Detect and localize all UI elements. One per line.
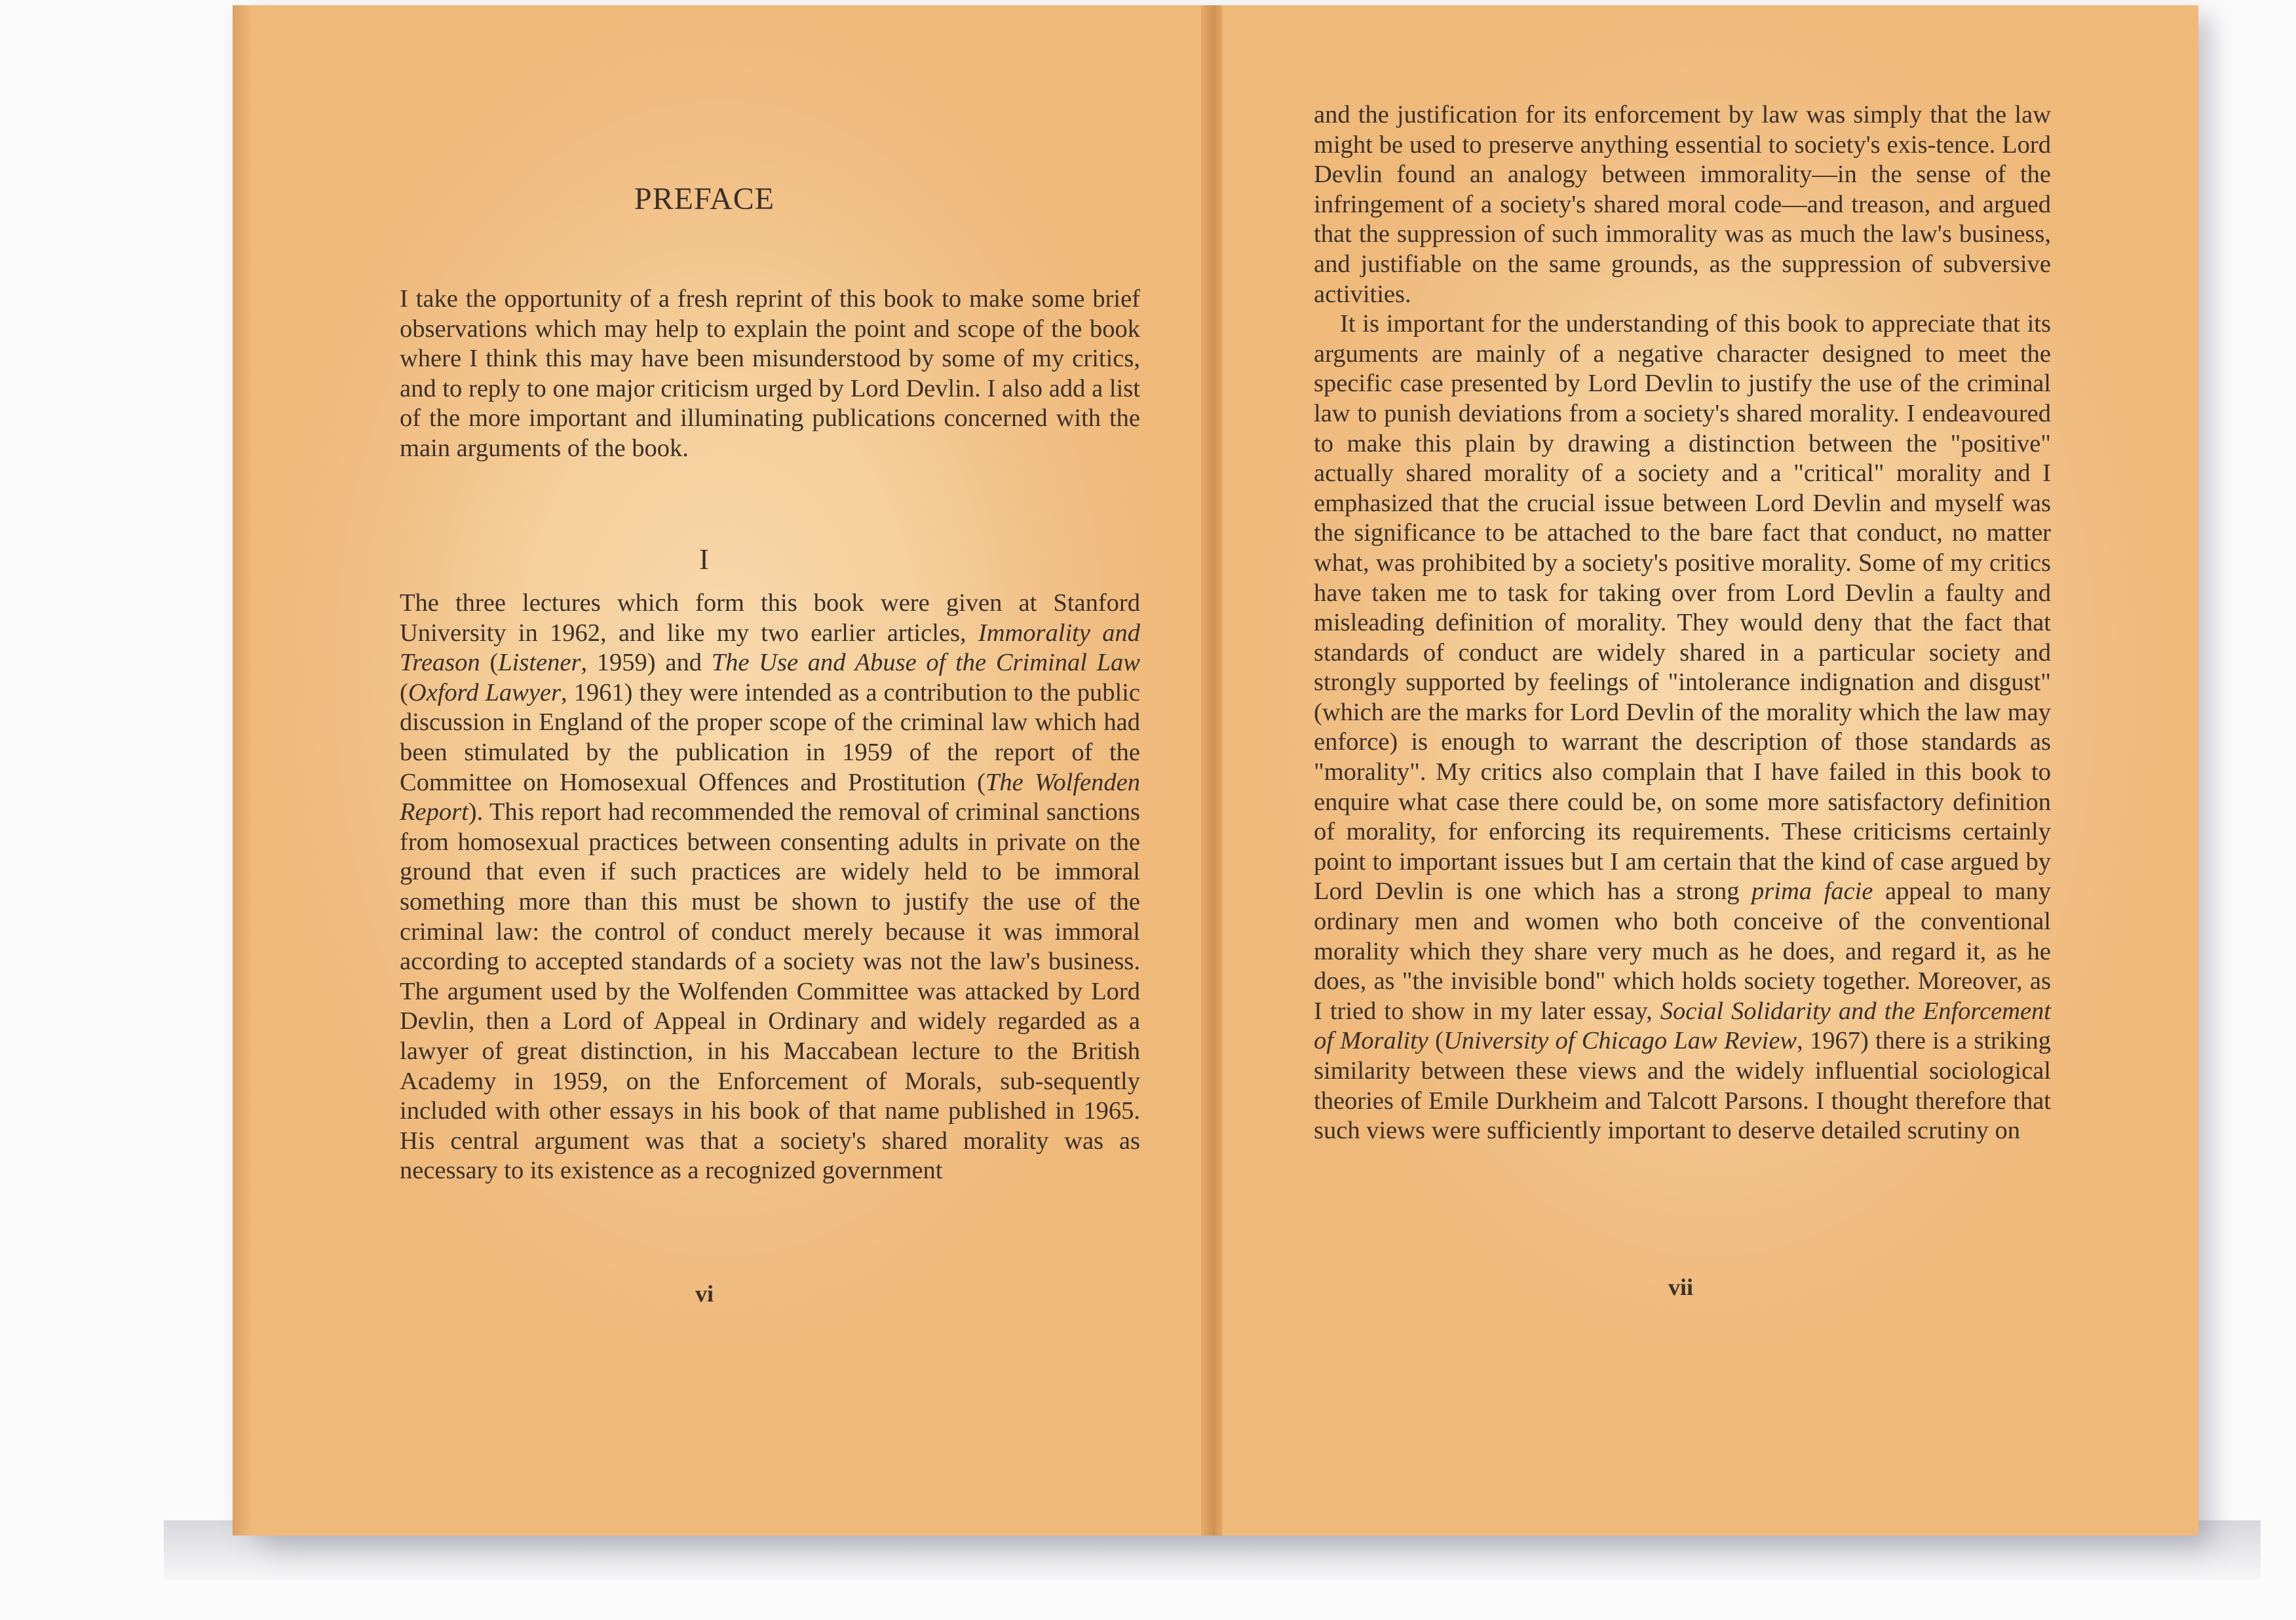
publication-name: Listener xyxy=(498,649,581,677)
body-text xyxy=(400,588,1140,1186)
body-text-run: ( xyxy=(480,649,499,677)
body-text-run: , 1959) and xyxy=(581,649,712,677)
essay-title: Social Solidarity and the Enforcement of Morality xyxy=(1314,997,2051,1055)
body-text-run: The three lectures which form this book were given at Stanford University in 1962, and like my two earlier articles, xyxy=(400,589,1140,647)
body-text-run: ( xyxy=(1428,1027,1444,1055)
page-title: PREFACE xyxy=(634,182,775,216)
body-text-run: , 1961) they were intended as a contribution to the public discussion in England of the proper scope of the criminal law which had been stimulated by the publication in 1959 of the report of the Committee on Homosexual Offences and Prostitution ( xyxy=(400,678,1140,796)
publication-name: Oxford Lawyer xyxy=(408,678,562,706)
body-text-run: ). This report had recommended the removal of criminal sanctions from homosexual practices between consenting adults in private on the ground that even if such practices are widely held to be immoral something more than this must be shown to justify the use of the criminal law: the control of conduct merely because it was immoral according to accepted standards of a society was not the law's business. The argument used by the Wolfenden Committee was attacked by Lord Devlin, then a Lord of Appeal in Ordinary and widely regarded as a lawyer of great distinction, in his Maccabean lecture to the British Academy in 1959, on the Enforcement of Morals, sub-sequently included with other essays in his book of that name published in 1965. His central argument was that a society's shared morality was as necessary to its existence as a recognized government xyxy=(400,798,1140,1185)
report-title: The Wolfenden Report xyxy=(400,768,1140,826)
section-numeral: I xyxy=(699,543,710,575)
page-number: vi xyxy=(695,1281,714,1307)
continued-text: and the justification for its enforcement by law was simply that the law might be used to preserve anything essential to society's exis-tence. Lord Devlin found an analogy between immorality—in the sense of the infringement of a society's shared moral code—and treason, and argued that the suppression of such immorality was as much the law's business, and justifiable on the same grounds, as the suppression of subversive activities. xyxy=(1314,101,2051,308)
intro-text: I take the opportunity of a fresh reprint of this book to make some brief observations which may help to explain the point and scope of the book where I think this may have been misunderstood by some of my critics, and to reply to one major criticism urged by Lord Devlin. I also add a list of the more important and illuminating publications concerned with the main arguments of the book. xyxy=(400,285,1140,462)
body-text-run: , 1967) there is a striking similarity between these views and the widely influential sociological theories of Emile Durkheim and Talcott Parsons. I thought therefore that such views were sufficiently important to deserve detailed scrutiny on xyxy=(1314,1027,2051,1145)
page-edge xyxy=(233,5,252,1535)
latin-phrase: prima facie xyxy=(1751,878,1873,906)
right-page xyxy=(1222,5,2198,1535)
article-title: Immorality and Treason xyxy=(400,619,1140,677)
publication-name: University of Chicago Law Review xyxy=(1443,1027,1797,1055)
body-text-run: ( xyxy=(400,678,408,706)
intro-paragraph xyxy=(400,284,1140,464)
continued-paragraph xyxy=(1314,100,2051,1146)
open-book xyxy=(233,5,2198,1535)
body-text-run: appeal to many ordinary men and women who both conceive of the conventional morality which they share very much as he does, and regard it, as he does, as "the invisible bond" which holds society together. Moreover, as I tried to show in my later essay, xyxy=(1314,878,2051,1025)
body-paragraph xyxy=(400,588,1140,1186)
second-paragraph xyxy=(1314,309,2051,1146)
body-text-run: It is important for the understanding of this book to appreciate that its arguments are mainly of a negative character designed to meet the specific case presented by Lord Devlin to justify the use of the criminal law to punish deviations from a society's shared morality. I endeavoured to make this plain by drawing a distinction between the "positive" actually shared morality of a society and a "critical" morality and I emphasized that the crucial issue between Lord Devlin and myself was the significance to be attached to the bare fact that conduct, no matter what, was prohibited by a society's positive morality. Some of my critics have taken me to task for taking over from Lord Devlin a faulty and misleading definition of morality. They would deny that the fact that standards of conduct are widely shared in a particular society and strongly supported by feelings of "intolerance indignation and disgust" (which are the marks for Lord Devlin of the morality which the law may enforce) is enough to warrant the description of those standards as "morality". My critics also complain that I have failed in this book to enquire what case there could be, on some more satisfactory definition of morality, for enforcing its requirements. These criticisms certainly point to important issues but I am certain that the kind of case argued by Lord Devlin is one which has a strong xyxy=(1314,310,2051,906)
left-page xyxy=(233,5,1209,1535)
article-title: The Use and Abuse of the Criminal Law xyxy=(711,649,1140,677)
page-number: vii xyxy=(1668,1274,1693,1300)
